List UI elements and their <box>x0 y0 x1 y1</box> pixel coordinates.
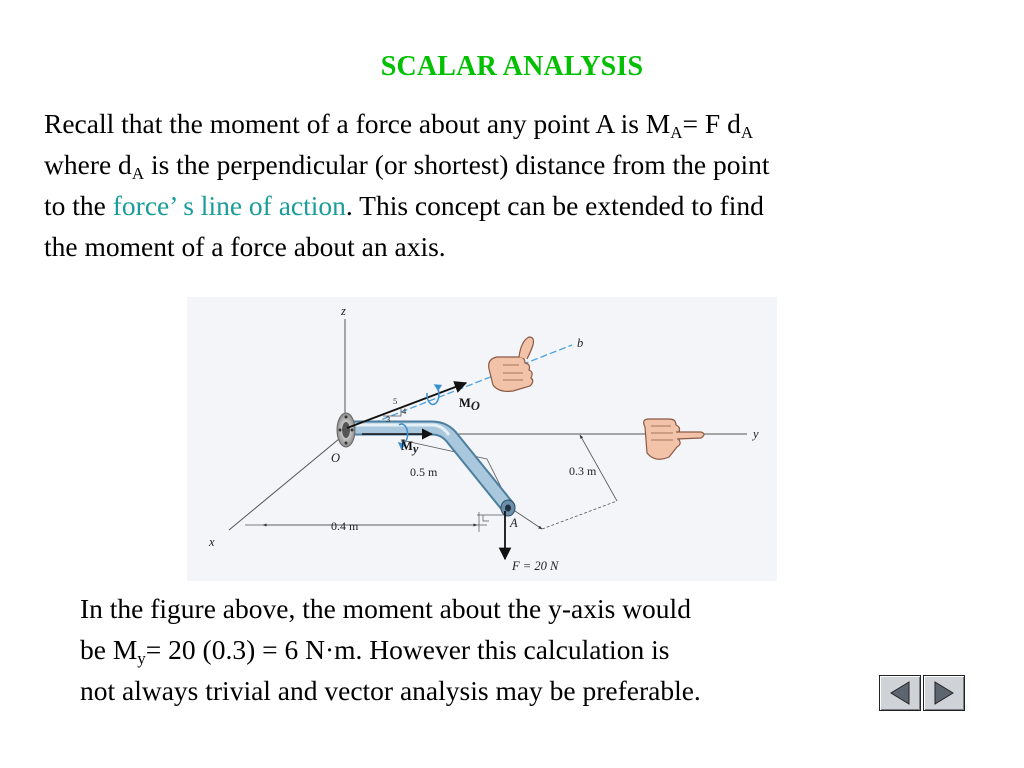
intro-line-3: to the force’ s line of action. This concept can be extended to find <box>44 190 764 221</box>
x-axis-label: x <box>209 535 215 549</box>
dim-03-label: 0.3 m <box>569 464 597 478</box>
triangle-label-5: 5 <box>393 396 398 406</box>
intro-line-4: the moment of a force about an axis. <box>44 231 446 262</box>
slide-title: SCALAR ANALYSIS <box>380 51 644 82</box>
dim-05-label: 0.5 m <box>410 465 438 479</box>
b-axis-label: b <box>577 336 584 350</box>
triangle-right-icon <box>931 680 957 706</box>
force-label: F = 20 N <box>512 559 559 573</box>
hand-icon-b-axis <box>489 337 534 391</box>
moment-diagram <box>187 297 777 581</box>
z-axis-label: z <box>341 304 346 318</box>
dimension-lines <box>245 435 617 532</box>
line-of-action-highlight: force <box>112 190 170 221</box>
outro-line-1: In the figure above, the moment about the y-axis would <box>80 593 691 624</box>
hand-icon-y-axis <box>644 419 704 459</box>
dim-04-label: 0.4 m <box>331 519 359 533</box>
right-angle-mark <box>483 515 489 521</box>
y-axis-label: y <box>753 427 759 441</box>
dim-03-ext <box>542 501 617 529</box>
intro-paragraph <box>44 103 984 267</box>
x-axis <box>229 434 345 530</box>
outro-line-2: be $M_y= 20$ (0.3) = 6 N·m. However this calculation is <box>80 634 670 668</box>
outro-line-3: not always trivial and vector analysis may be preferable. <box>80 675 701 706</box>
triangle-left-icon <box>887 680 913 706</box>
origin-label: O <box>331 451 341 465</box>
triangle-label-4: 4 <box>402 406 407 416</box>
my-label: My <box>401 439 419 456</box>
point-a-label: A <box>510 516 518 530</box>
slide-navigation <box>879 675 965 711</box>
mo-label: MO <box>459 396 480 413</box>
outro-paragraph <box>80 588 880 711</box>
triangle-label-3: 3 <box>386 414 391 424</box>
next-slide-button[interactable] <box>923 675 965 711</box>
intro-line-2: where $d_A$ is the perpendicular (or shortest) distance from the point <box>44 149 770 183</box>
flange-hole <box>342 422 350 438</box>
intro-line-1: Recall that the moment of a force about any point A is $M_A= F$ $d_A$ <box>44 108 754 142</box>
previous-slide-button[interactable] <box>879 675 921 711</box>
